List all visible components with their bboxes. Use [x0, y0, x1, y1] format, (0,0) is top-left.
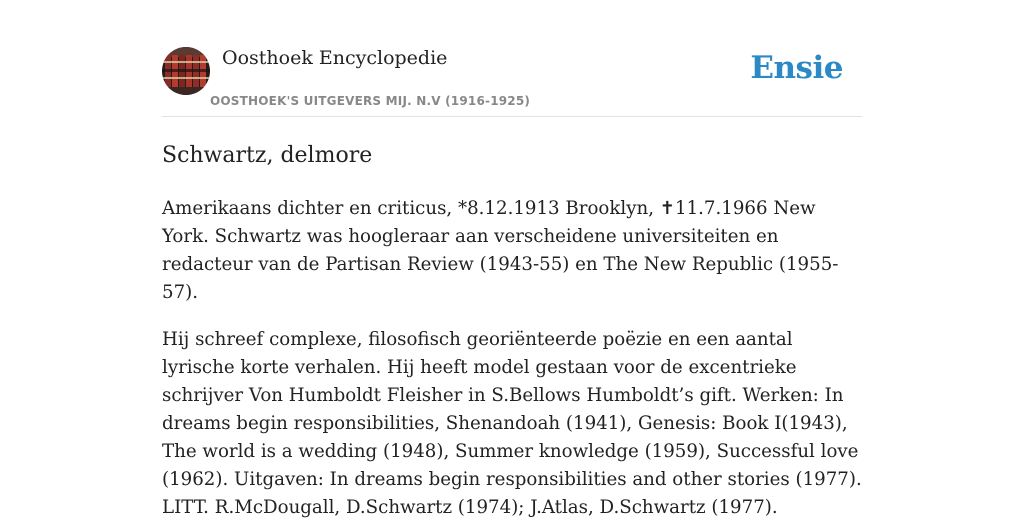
- source-name[interactable]: Oosthoek Encyclopedie: [222, 47, 448, 69]
- brand-logo[interactable]: Ensie: [750, 50, 843, 86]
- encyclopedia-books-icon: [162, 47, 210, 95]
- article-card: [162, 40, 862, 522]
- article-paragraph: Hij schreef complexe, filosofisch georiënteerde poëzie en een aantal lyrische korte verhalen. Hij heeft model gestaan voor de excentrieke schrijver Von Humboldt Fleisher in S.Bellows Humboldt’s gift. Werken: In dreams begin responsibilities, Shenandoah (1941), Genesis: Book I(1943), The world is a wedding (1948), Summer knowledge (1959), Successful love (1962). Uitgaven: In dreams begin responsibilities and other stories (1977). LITT. R.McDougall, D.Schwartz (1974); J.Atlas, D.Schwartz (1977).: [162, 329, 862, 518]
- article-paragraph: Amerikaans dichter en criticus, *8.12.1913 Brooklyn, ✝11.7.1966 New York. Schwartz was hoogleraar aan verscheidene universiteiten en redacteur van de Partisan Review (1943-55) en The New Republic (1955-57).: [162, 198, 839, 303]
- source-publisher: OOSTHOEK'S UITGEVERS MIJ. N.V (1916-1925): [210, 94, 531, 108]
- article-title: Schwartz, delmore: [162, 143, 373, 168]
- article-header: [162, 40, 862, 117]
